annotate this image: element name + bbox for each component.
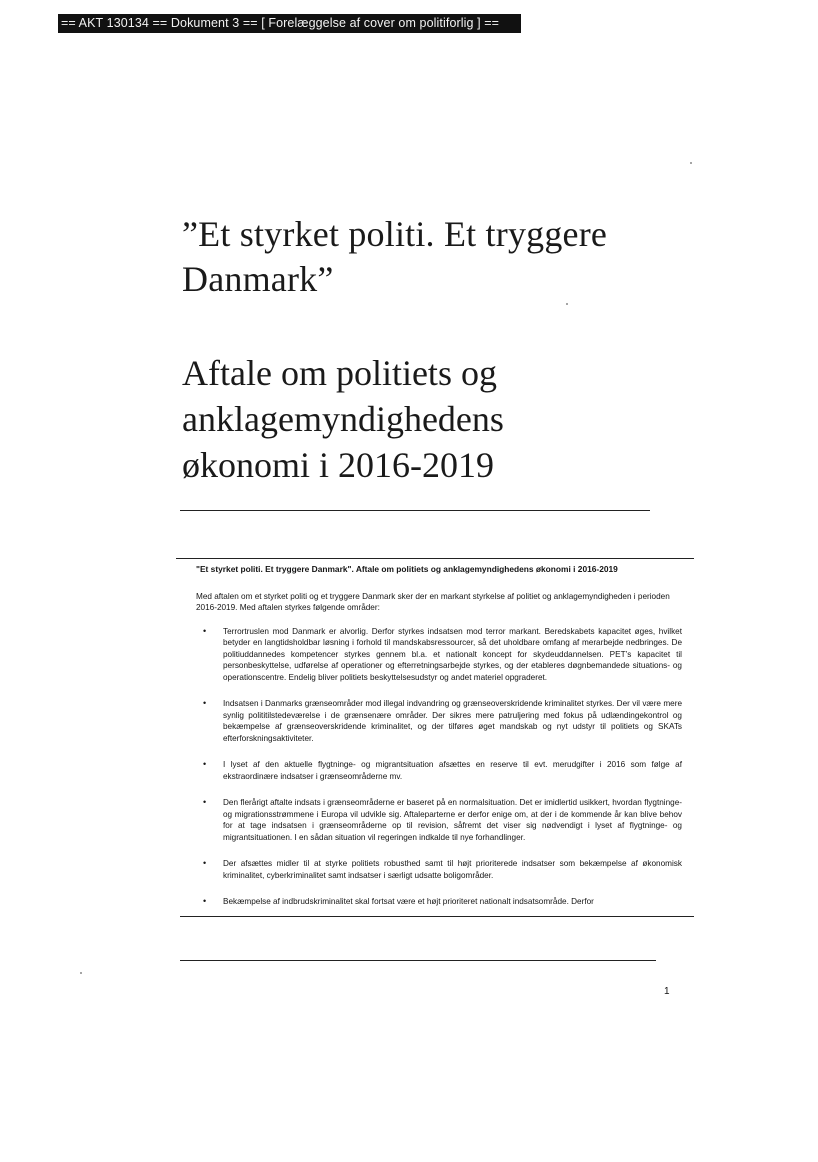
- insert-divider-top: [176, 558, 694, 559]
- subtitle-line-2: anklagemyndighedens: [182, 399, 504, 439]
- scan-speck: [80, 972, 82, 974]
- bullet-icon: •: [203, 625, 207, 636]
- insert-divider-bottom: [180, 916, 694, 917]
- list-item-text: Der afsættes midler til at styrke politiets robusthed samt til højt prioriterede indsatser som bekæmpelse af økonomisk kriminalitet, cyberkriminalitet samt indsatser i særligt udsatte boligområder.: [223, 859, 682, 880]
- document-title: [182, 212, 682, 302]
- page-number: 1: [664, 986, 670, 997]
- focus-areas-list: [196, 626, 682, 909]
- bullet-icon: •: [203, 698, 207, 708]
- scan-speck: [566, 303, 568, 305]
- bullet-icon: •: [203, 896, 207, 906]
- list-item: [196, 626, 682, 684]
- document-id-banner: == AKT 130134 == Dokument 3 == [ Forelæggelse af cover om politiforlig ] ==: [58, 14, 521, 33]
- list-item: [196, 698, 682, 744]
- list-item-text: Indsatsen i Danmarks grænseområder mod illegal indvandring og grænseoverskridende kriminalitet styrkes. Der vil være mere synlig polititilstedeværelse i de grænsenære områder. Der sikres mere patruljering med fokus på udlændingekontrol og bekæmpelse af grænseoverskridende kriminalitet, og der tilføres øget mandskab og nyt udstyr til politiets og SKATs efterforskningsaktiviteter.: [223, 699, 682, 743]
- list-item-text: I lyset af den aktuelle flygtninge- og migrantsituation afsættes en reserve til evt. merudgifter i 2016 som følge af ekstraordinære indsatser i grænseområderne mv.: [223, 760, 682, 781]
- title-line-2: Danmark”: [182, 259, 334, 299]
- document-subtitle: [182, 350, 682, 488]
- summary-excerpt: [196, 564, 682, 908]
- title-line-1: ”Et styrket politi. Et tryggere: [182, 214, 608, 254]
- bullet-icon: •: [203, 759, 207, 769]
- subtitle-line-3: økonomi i 2016-2019: [182, 445, 494, 485]
- list-item: [196, 896, 682, 908]
- list-item: [196, 759, 682, 782]
- divider-top: [180, 510, 650, 511]
- list-item-text: Den flerårigt aftalte indsats i grænseområderne er baseret på en normalsituation. Det er imidlertid usikkert, hvordan flygtninge- og migrationsstrømmene i Europa vil udvikle sig. Aftaleparterne er derfor enige om, at der i de kommende år kan blive behov for at tage indsatsen i grænseområderne op til revision, såfremt det viser sig nødvendigt i lyset af flygtninge- og migrantsituationen. I en sådan situation vil regeringen indkalde til nye forhandlinger.: [223, 798, 682, 842]
- subtitle-line-1: Aftale om politiets og: [182, 353, 497, 393]
- divider-bottom: [180, 960, 656, 961]
- excerpt-heading: "Et styrket politi. Et tryggere Danmark". Aftale om politiets og anklagemyndighedens økonomi i 2016-2019: [196, 564, 618, 574]
- excerpt-intro: Med aftalen om et styrket politi og et tryggere Danmark sker der en markant styrkelse af politiet og anklagemyndigheden i perioden 2016-2019. Med aftalen styrkes følgende områder:: [196, 591, 670, 612]
- scan-speck: [690, 162, 692, 164]
- list-item-text: Terrortruslen mod Danmark er alvorlig. Derfor styrkes indsatsen mod terror markant. Beredskabets kapacitet øges, hvilket betyder en langtidsholdbar løsning i forhold til mandskabsressourcer, så det uholdbare omfang af merarbejde nedbringes. De politiuddannedes kompetencer styrkes gennem bl.a. et nationalt koncept for skydeuddannelsen. PET’s kapacitet til personbeskyttelse, udførelse af operationer og efterretningsarbejde styrkes, og der etableres døgnbemandede situations- og operationscentre. Endelig bliver politiets beskyttelsesudstyr og andet materiel opgraderet.: [223, 626, 682, 682]
- list-item: [196, 797, 682, 843]
- bullet-icon: •: [203, 858, 207, 868]
- bullet-icon: •: [203, 797, 207, 807]
- list-item: [196, 858, 682, 881]
- list-item-text: Bekæmpelse af indbrudskriminalitet skal fortsat være et højt prioriteret nationalt indsatsområde. Derfor: [223, 897, 594, 906]
